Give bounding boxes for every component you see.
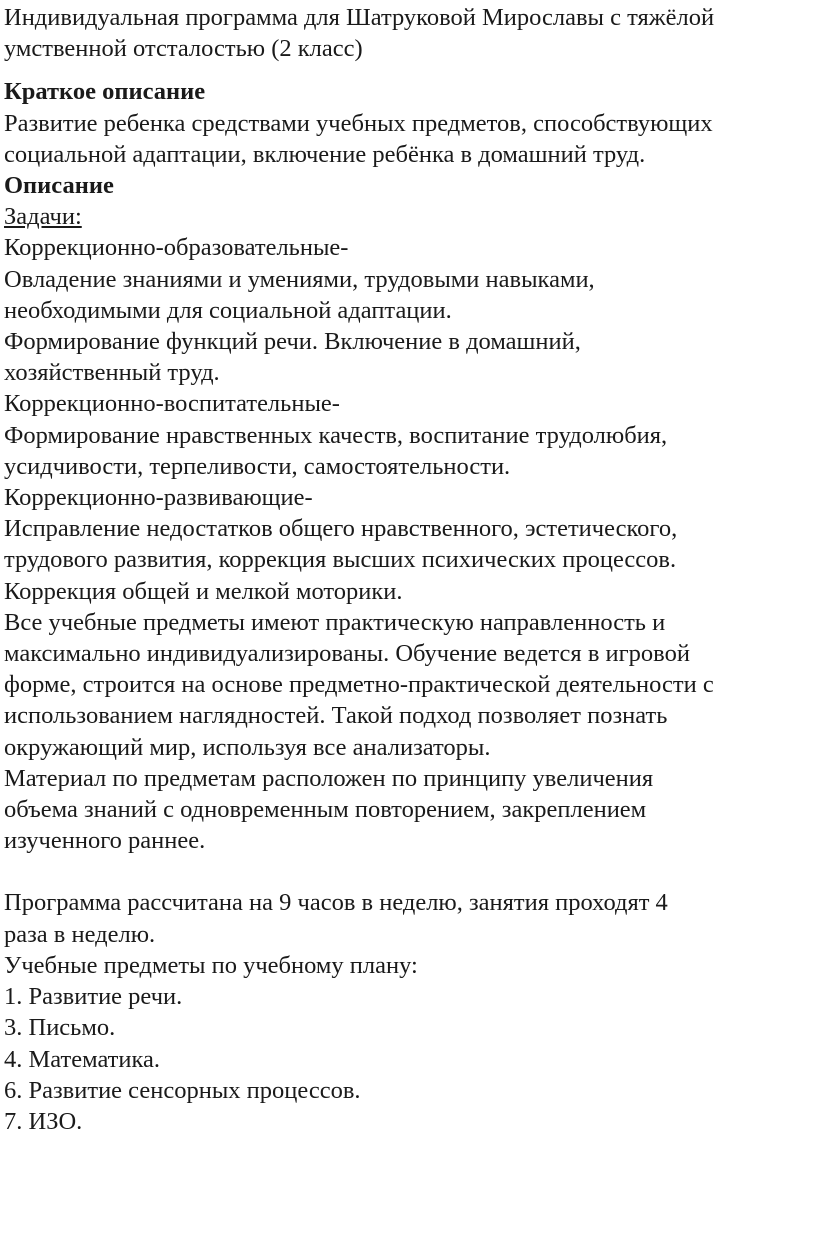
description-line: Коррекционно-образовательные-	[4, 234, 349, 262]
description-line: Коррекция общей и мелкой моторики.	[4, 577, 403, 605]
description-line: изученного раннее.	[4, 827, 206, 855]
subjects-list	[4, 981, 812, 1137]
program-line: Учебные предметы по учебному плану:	[4, 951, 418, 979]
program-line: Программа рассчитана на 9 часов в неделю, занятия проходят 4	[4, 889, 668, 917]
description-line: форме, строится на основе предметно-практической деятельности с	[4, 671, 714, 699]
title-line: Индивидуальная программа для Шатруковой Мирославы с тяжёлой	[4, 4, 715, 31]
description-line: объема знаний с одновременным повторением, закреплением	[4, 796, 647, 824]
description-line: хозяйственный труд.	[4, 359, 220, 387]
summary-section	[4, 76, 812, 170]
description-line: Исправление недостатков общего нравственного, эстетического,	[4, 515, 678, 543]
description-line: трудового развития, коррекция высших психических процессов.	[4, 546, 677, 574]
description-line: необходимыми для социальной адаптации.	[4, 296, 452, 324]
description-line: Формирование нравственных качеств, воспитание трудолюбия,	[4, 421, 668, 449]
description-line: Овладение знаниями и умениями, трудовыми навыками,	[4, 265, 595, 293]
program-section	[4, 887, 812, 1137]
title-line: умственной отсталостью (2 класс)	[4, 35, 363, 63]
description-line: максимально индивидуализированы. Обучение ведется в игровой	[4, 640, 690, 668]
summary-line: социальной адаптации, включение ребёнка в домашний труд.	[4, 140, 646, 168]
list-item: 3. Письмо.	[4, 1014, 116, 1042]
list-item: 1. Развитие речи.	[4, 983, 183, 1011]
blank-line	[4, 856, 812, 887]
description-section	[4, 170, 812, 856]
summary-heading: Краткое описание	[4, 78, 206, 106]
list-item: 4. Математика.	[4, 1045, 161, 1073]
description-line: Формирование функций речи. Включение в домашний,	[4, 328, 581, 356]
description-line: Коррекционно-воспитательные-	[4, 390, 340, 418]
description-heading: Описание	[4, 172, 114, 200]
list-item: 6. Развитие сенсорных процессов.	[4, 1076, 361, 1104]
program-line: раза в неделю.	[4, 920, 156, 948]
tasks-label: Задачи:	[4, 203, 82, 231]
description-line: использованием наглядностей. Такой подход позволяет познать	[4, 702, 668, 730]
description-line: Коррекционно-развивающие-	[4, 484, 313, 512]
document-title	[4, 2, 812, 64]
description-line: Все учебные предметы имеют практическую направленность и	[4, 608, 666, 636]
description-line: усидчивости, терпеливости, самостоятельности.	[4, 452, 511, 480]
description-line: Материал по предметам расположен по принципу увеличения	[4, 764, 654, 792]
summary-line: Развитие ребенка средствами учебных предметов, способствующих	[4, 109, 713, 137]
list-item: 7. ИЗО.	[4, 1107, 83, 1135]
description-line: окружающий мир, используя все анализаторы.	[4, 733, 491, 761]
document-page	[4, 2, 812, 1137]
